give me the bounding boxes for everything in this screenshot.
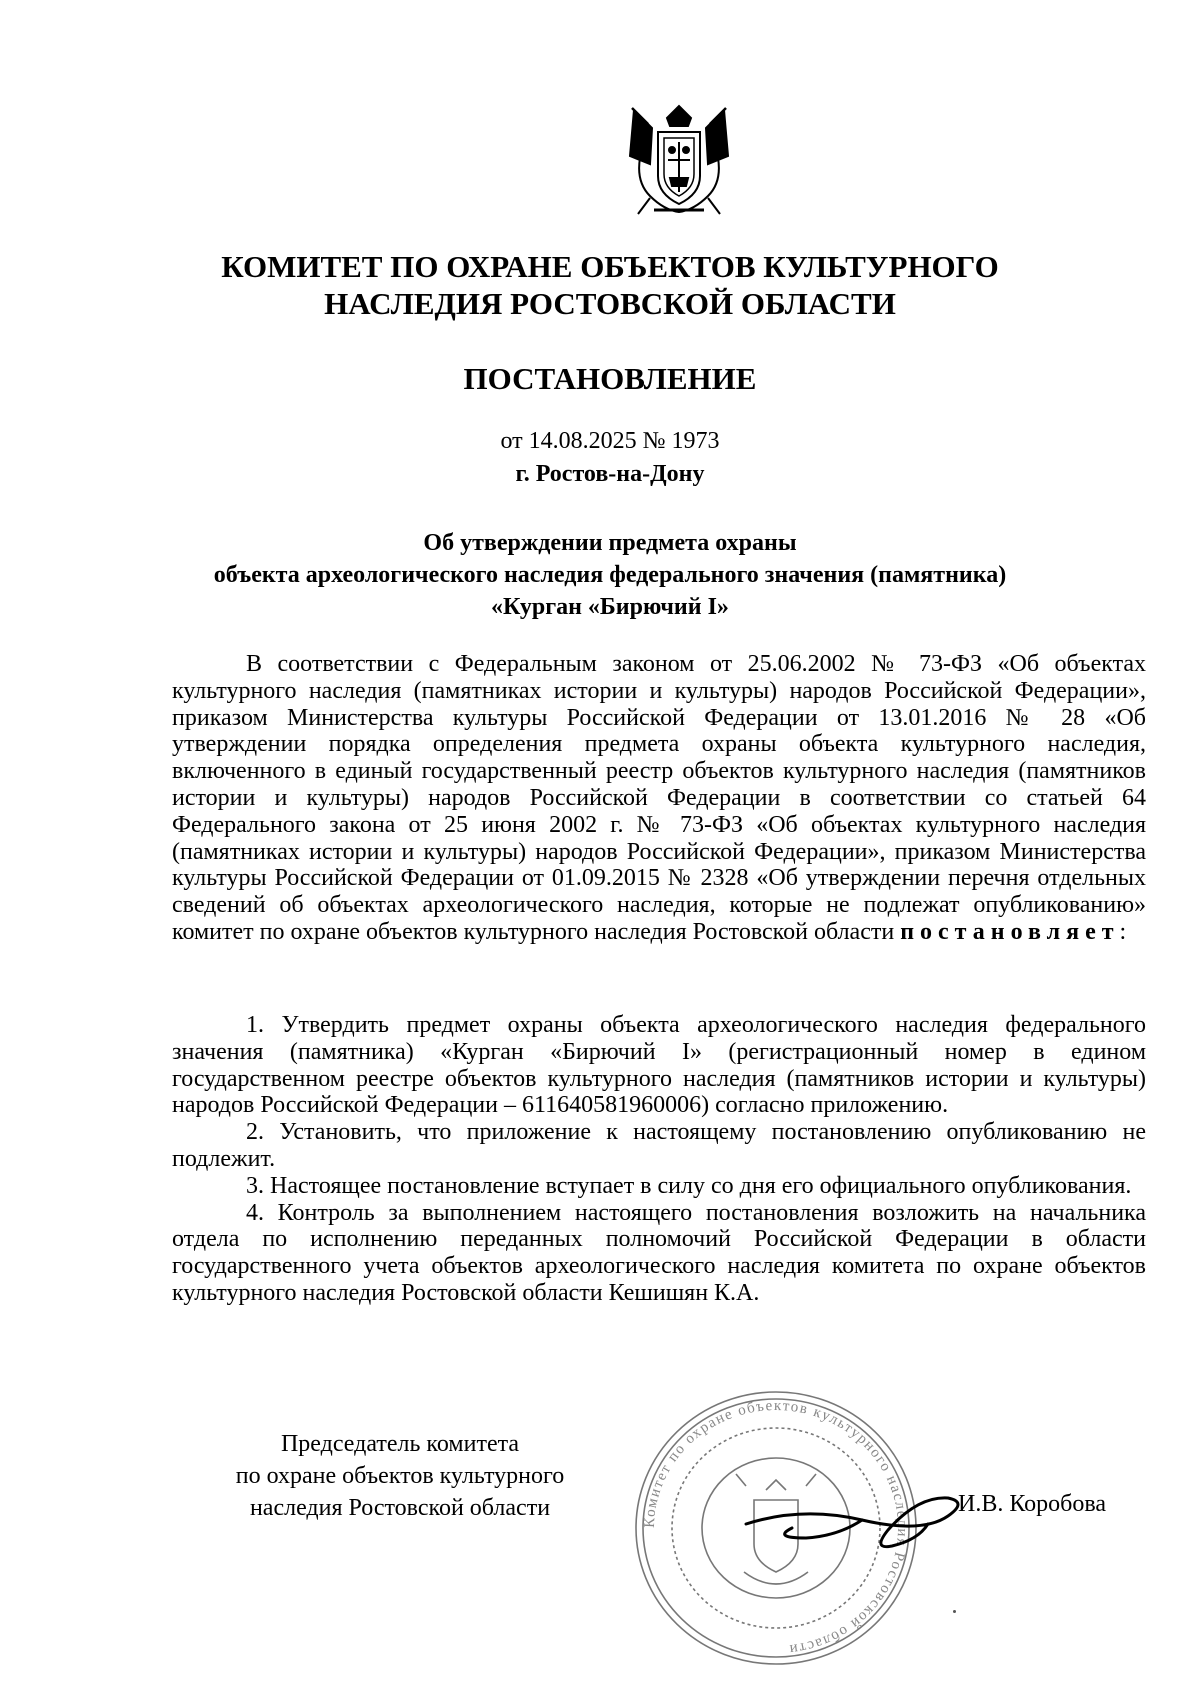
signer-title-line-3: наследия Ростовской области [249, 1495, 551, 1521]
decree-item-1: 1. Утвердить предмет охраны объекта археологического наследия федерального значения (памятника) «Курган «Бирючий I» (регистрационный номер в едином государственном реестре объектов культурного наследия (памятников истории и культуры) народов Российской Федерации – 611640581960006) согласно приложению. [172, 1012, 1146, 1119]
subject-line-1: Об утверждении предмета охраны [423, 530, 797, 556]
scan-speck [953, 1610, 956, 1613]
date-and-number: от 14.08.2025 № 1973 [500, 428, 720, 454]
org-line-2: НАСЛЕДИЯ РОСТОВСКОЙ ОБЛАСТИ [324, 286, 896, 321]
subject-line-3: «Курган «Бирючий I» [491, 594, 729, 620]
organization-name [0, 248, 1200, 322]
handwritten-signature-icon [742, 1476, 972, 1576]
document-subject [0, 527, 1200, 623]
decree-item-4: 4. Контроль за выполнением настоящего постановления возложить на начальника отдела по исполнению переданных полномочий Российской Федерации в области государственного учета объектов археологического наследия комитета по охране объектов культурного наследия Ростовской области Кешишян К.А. [172, 1199, 1146, 1306]
seal-text: Комитет по охране объектов культурного наследия Ростовской области [641, 1397, 911, 1658]
decree-word: постановляет [900, 918, 1120, 945]
document-type: ПОСТАНОВЛЕНИЕ [463, 361, 757, 396]
preamble-text: В соответствии с Федеральным законом от 25.06.2002 № 73-ФЗ «Об объектах культурного наследия (памятниках истории и культуры) народов Российской Федерации», приказом Министерства культуры Российской Федерации от 13.01.2016 № 28 «Об утверждении порядка определения предмета охраны объекта культурного наследия, включенного в единый государственный реестр объектов культурного наследия (памятников истории и культуры) народов Российской Федерации в соответствии со статьей 64 Федерального закона от 25 июня 2002 г. № 73-ФЗ «Об объектах культурного наследия (памятниках истории и культуры) народов Российской Федерации», приказом Министерства культуры Российской Федерации от 01.09.2015 № 2328 «Об утверждении перечня отдельных сведений об объектах археологического наследия, которые не подлежат опубликованию» комитет по охране объектов культурного наследия Ростовской области [172, 651, 1146, 945]
signer-name: И.В. Коробова [958, 1491, 1107, 1517]
preamble-colon: : [1119, 918, 1127, 945]
signer-title [175, 1428, 625, 1524]
subject-line-2: объекта археологического наследия федерального значения (памятника) [213, 562, 1007, 588]
signer-title-line-2: по охране объектов культурного [235, 1463, 565, 1489]
rostov-oblast-coat-of-arms-icon [620, 98, 738, 222]
decree-items [172, 1012, 1146, 1307]
decree-item-3: 3. Настоящее постановление вступает в силу со дня его официального опубликования. [246, 1172, 1132, 1199]
decree-item-2: 2. Установить, что приложение к настоящему постановлению опубликованию не подлежит. [172, 1119, 1146, 1172]
org-line-1: КОМИТЕТ ПО ОХРАНЕ ОБЪЕКТОВ КУЛЬТУРНОГО [221, 249, 999, 284]
preamble-paragraph [172, 651, 1146, 946]
signer-title-line-1: Председатель комитета [280, 1431, 520, 1457]
city: г. Ростов-на-Дону [515, 461, 705, 487]
